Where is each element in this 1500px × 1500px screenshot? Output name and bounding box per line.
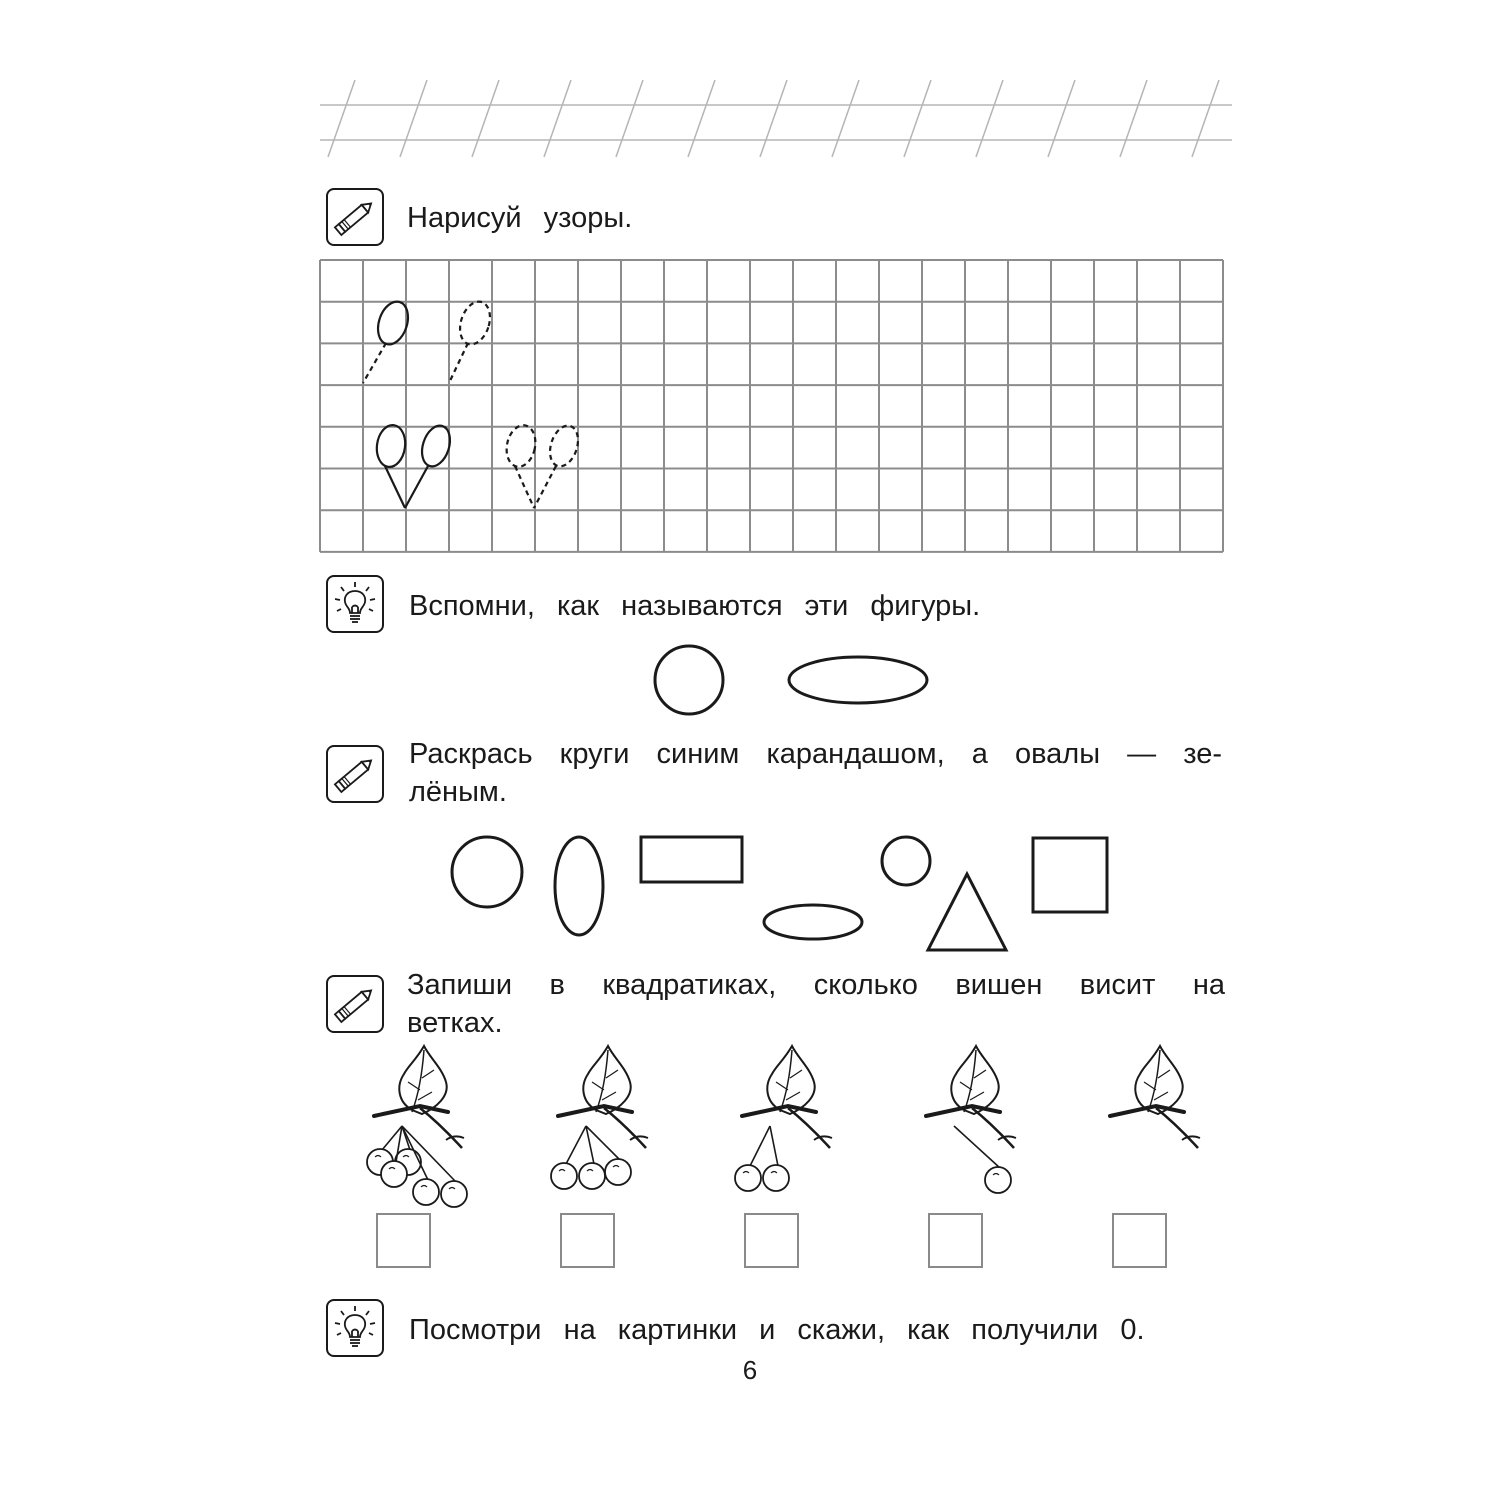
cherry-icon [381, 1161, 407, 1187]
cherry-icon [763, 1165, 789, 1191]
shapes-to-color [440, 825, 1120, 960]
lightbulb-icon [326, 1299, 384, 1357]
rectangle-shape [641, 837, 742, 882]
lightbulb-icon [326, 575, 384, 633]
circle-shape [655, 646, 723, 714]
branch [558, 1106, 632, 1116]
cherry-branch [735, 1046, 832, 1191]
cherry-icon [605, 1159, 631, 1185]
task-3-text-line1: Раскрась круги синим карандашом, а овалы — зе- [409, 738, 1222, 770]
branch [1110, 1106, 1184, 1116]
task-5-text: Посмотри на картинки и скажи, как получили 0. [409, 1314, 1145, 1346]
task-4-text-line2: ветках. [407, 1007, 503, 1039]
circle-shape [882, 837, 930, 885]
pattern-oval [374, 423, 408, 468]
shapes-example [650, 640, 935, 720]
pattern-grid [318, 258, 1226, 554]
cherry-branches [350, 1040, 1210, 1210]
task-3-text-line2: лёным. [409, 776, 507, 808]
pattern-oval-dashed [503, 423, 539, 470]
pencil-icon [326, 745, 384, 803]
oval-shape [555, 837, 603, 935]
pattern-oval [373, 298, 413, 348]
handwriting-lines [320, 75, 1235, 160]
square-shape [1033, 838, 1107, 912]
circle-shape [452, 837, 522, 907]
oval-shape [764, 905, 862, 939]
cherry-branch [367, 1046, 467, 1207]
answer-box[interactable] [744, 1213, 799, 1268]
answer-box[interactable] [560, 1213, 615, 1268]
branch [742, 1106, 816, 1116]
pencil-icon [326, 975, 384, 1033]
branch [926, 1106, 1000, 1116]
task-2-text: Вспомни, как называются эти фигуры. [409, 590, 981, 622]
cherry-branch [926, 1046, 1016, 1193]
task-4-text-line1: Запиши в квадратиках, сколько вишен висит на [407, 969, 1225, 1001]
cherry-branch [551, 1046, 648, 1189]
cherry-icon [579, 1163, 605, 1189]
cherry-icon [985, 1167, 1011, 1193]
triangle-shape [928, 874, 1006, 950]
pattern-oval-dashed [455, 298, 495, 348]
branch [374, 1106, 448, 1116]
task-1-text: Нарисуй узоры. [407, 202, 633, 234]
cherry-icon [441, 1181, 467, 1207]
oval-shape [789, 657, 927, 703]
answer-box[interactable] [376, 1213, 431, 1268]
cherry-icon [735, 1165, 761, 1191]
cherry-icon [551, 1163, 577, 1189]
answer-box[interactable] [1112, 1213, 1167, 1268]
page-number: 6 [742, 1355, 758, 1385]
cherry-branch [1110, 1046, 1200, 1148]
pencil-icon [326, 188, 384, 246]
cherry-icon [413, 1179, 439, 1205]
answer-box[interactable] [928, 1213, 983, 1268]
